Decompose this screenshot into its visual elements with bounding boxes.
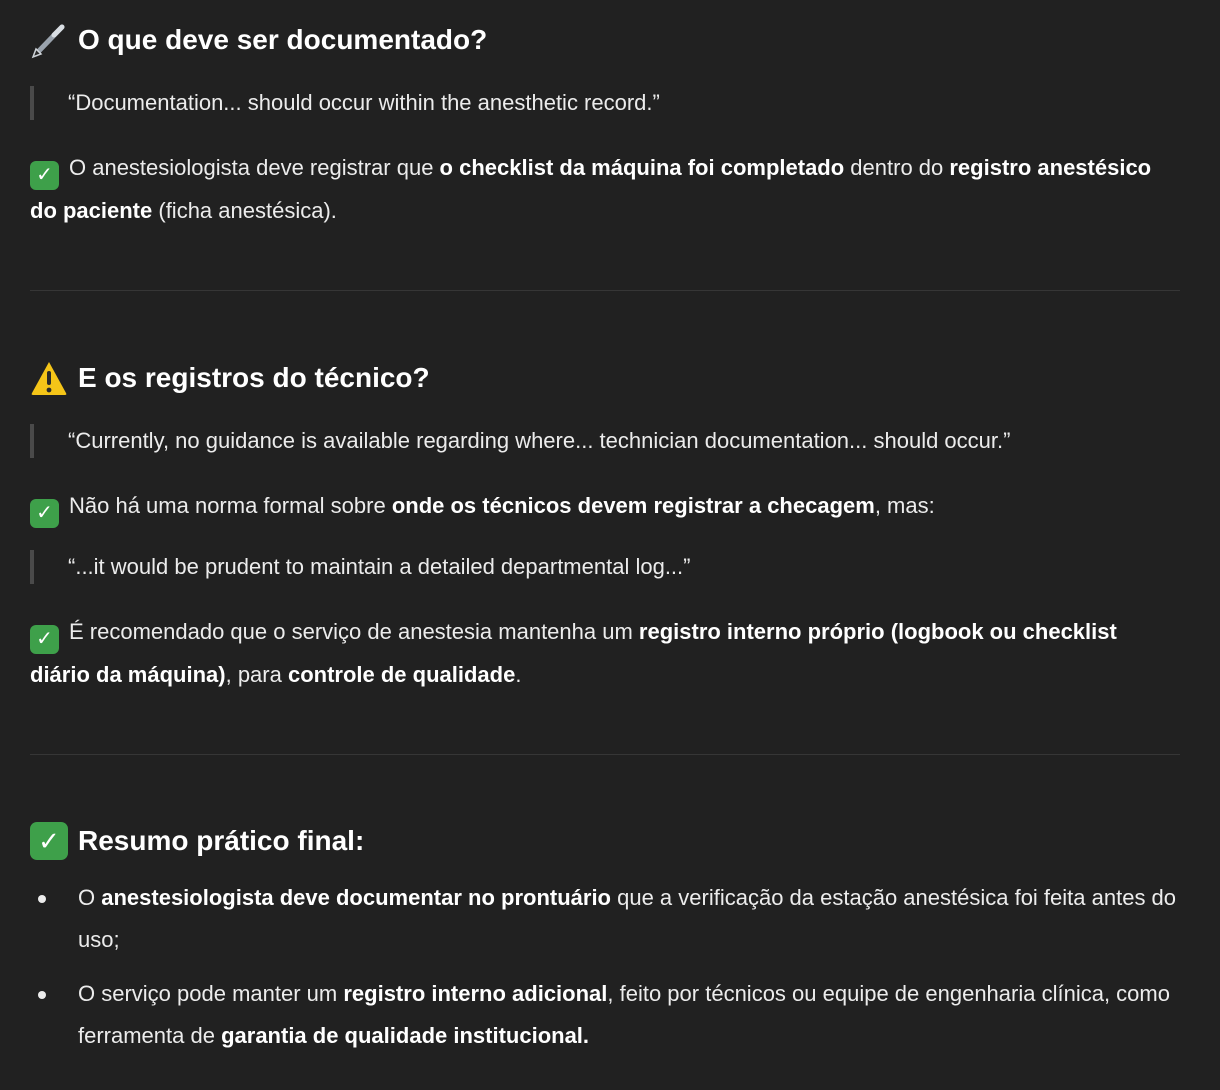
text: dentro do bbox=[844, 155, 950, 180]
heading-text: O que deve ser documentado? bbox=[78, 24, 488, 55]
list-item bbox=[30, 877, 1180, 961]
text: , para bbox=[225, 662, 288, 687]
text: O bbox=[78, 885, 102, 910]
text: que a verificação da estação anestésica foi feita antes do uso; bbox=[78, 885, 1177, 952]
divider bbox=[30, 754, 1180, 755]
text: Não há uma norma formal sobre bbox=[69, 493, 392, 518]
divider bbox=[30, 290, 1180, 291]
quote-departmental-log: “...it would be prudent to maintain a detailed departmental log...” bbox=[30, 550, 1218, 584]
text: . bbox=[515, 662, 522, 687]
heading-text: E os registros do técnico? bbox=[78, 362, 430, 393]
paragraph-anesthesiologist-record bbox=[30, 147, 1180, 232]
check-mark-icon: ✓ bbox=[30, 625, 59, 654]
heading-summary bbox=[30, 821, 1180, 861]
bullet-icon bbox=[38, 895, 46, 903]
heading-documentation bbox=[30, 20, 1180, 60]
heading-technician-records bbox=[30, 358, 1180, 398]
text: É recomendado que o serviço de anestesia mantenha um bbox=[69, 619, 639, 644]
bold-text: garantia de qualidade institucional. bbox=[221, 1023, 590, 1048]
check-mark-icon: ✓ bbox=[30, 822, 68, 860]
text: (ficha anestésica). bbox=[152, 198, 337, 223]
pen-icon bbox=[30, 21, 68, 59]
paragraph-recommended-log bbox=[30, 611, 1180, 696]
bold-text: controle de qualidade bbox=[287, 662, 516, 687]
bullet-icon bbox=[38, 991, 46, 999]
list-item bbox=[30, 973, 1180, 1057]
text: O anestesiologista deve registrar que bbox=[69, 155, 440, 180]
heading-text: Resumo prático final: bbox=[78, 825, 365, 856]
bold-text: registro anestésico do paciente bbox=[30, 155, 1152, 223]
quote-no-guidance: “Currently, no guidance is available regarding where... technician documentation... should occur.” bbox=[30, 424, 1218, 458]
bold-text: o checklist da máquina foi completado bbox=[439, 155, 845, 180]
warning-icon bbox=[30, 360, 68, 396]
text: O serviço pode manter um bbox=[78, 981, 344, 1006]
text: , mas: bbox=[874, 493, 935, 518]
summary-list bbox=[30, 877, 1180, 1057]
bold-text: anestesiologista deve documentar no prontuário bbox=[101, 885, 611, 910]
text: , feito por técnicos ou equipe de engenharia clínica, como ferramenta de bbox=[78, 981, 1170, 1048]
quote-documentation: “Documentation... should occur within the anesthetic record.” bbox=[30, 86, 1218, 120]
check-mark-icon: ✓ bbox=[30, 161, 59, 190]
bold-text: registro interno adicional bbox=[343, 981, 608, 1006]
bold-text: registro interno próprio (logbook ou checklist diário da máquina) bbox=[30, 619, 1117, 687]
check-mark-icon: ✓ bbox=[30, 499, 59, 528]
bold-text: onde os técnicos devem registrar a checagem bbox=[391, 493, 875, 518]
paragraph-no-formal-norm bbox=[30, 485, 1180, 528]
